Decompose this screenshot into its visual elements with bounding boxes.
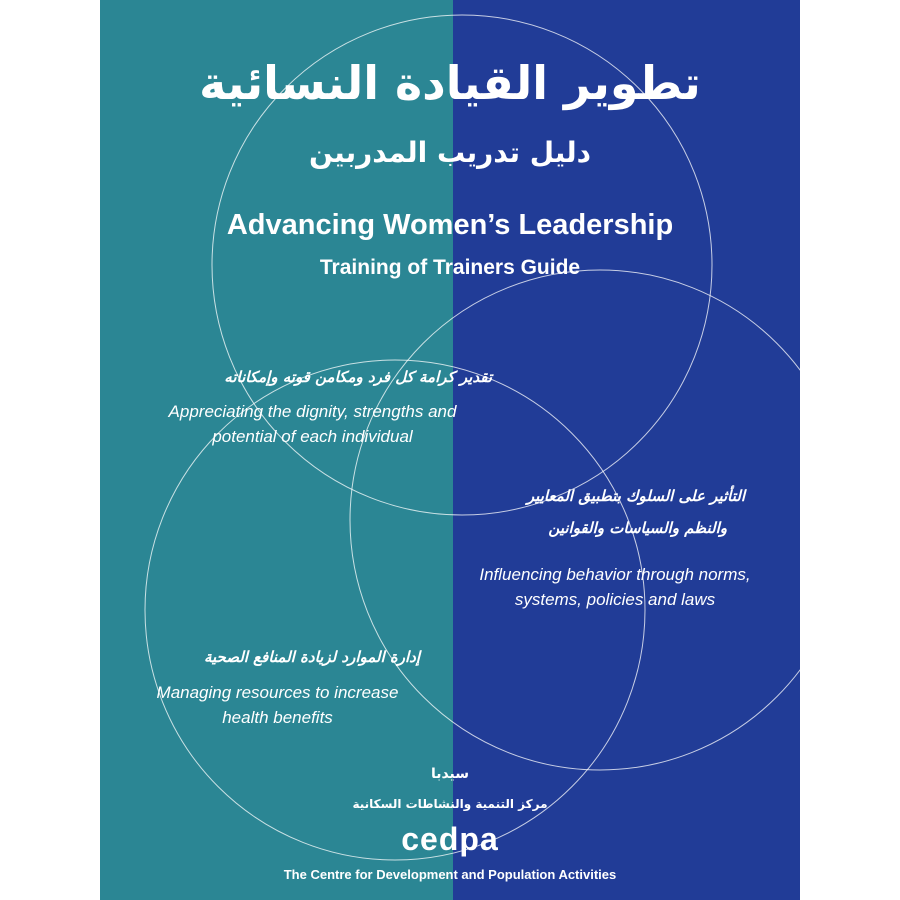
- organization-arabic-full-name: مركز التنمية والنشاطات السكانية: [352, 797, 548, 811]
- right-circle-english-line-1: Influencing behavior through norms,: [479, 565, 751, 584]
- arabic-title: تطوير القيادة النسائية: [199, 56, 701, 110]
- left-circle-english-line-2: health benefits: [222, 707, 333, 727]
- organization-english-name: The Centre for Development and Population Activities: [283, 867, 617, 882]
- organization-arabic-name: سيدبا: [430, 766, 470, 782]
- left-circle-english-label: [130, 681, 425, 730]
- english-subtitle: Training of Trainers Guide: [319, 256, 581, 279]
- arabic-subtitle: دليل تدريب المدربين: [308, 136, 592, 169]
- top-circle-english-line-2: potential of each individual: [212, 426, 413, 446]
- top-circle-english-line-1: Appreciating the dignity, strengths and: [168, 402, 457, 421]
- right-circle-arabic-line-1: التأثير على السلوك بتطبيق المعايير: [526, 487, 745, 505]
- right-circle-english-label: [440, 563, 790, 612]
- venn-diagram: [100, 0, 800, 900]
- book-cover: [100, 0, 800, 900]
- right-circle-english-line-2: systems, policies and laws: [514, 589, 716, 609]
- top-circle-english-label: [100, 400, 525, 449]
- left-circle-english-line-1: Managing resources to increase: [156, 683, 399, 702]
- right-circle-arabic-line-2: والنظم والسياسات والقوانين: [548, 518, 727, 537]
- right-circle-arabic-label: [445, 484, 745, 541]
- top-circle-arabic-label: تقدير كرامة كل فرد ومكامن قوته وإمكاناته: [224, 368, 492, 386]
- left-circle-arabic-label: إدارة الموارد لزيادة المنافع الصحية: [203, 648, 420, 666]
- cedpa-logo: cedpa: [401, 821, 499, 857]
- english-title: Advancing Women’s Leadership: [226, 209, 674, 241]
